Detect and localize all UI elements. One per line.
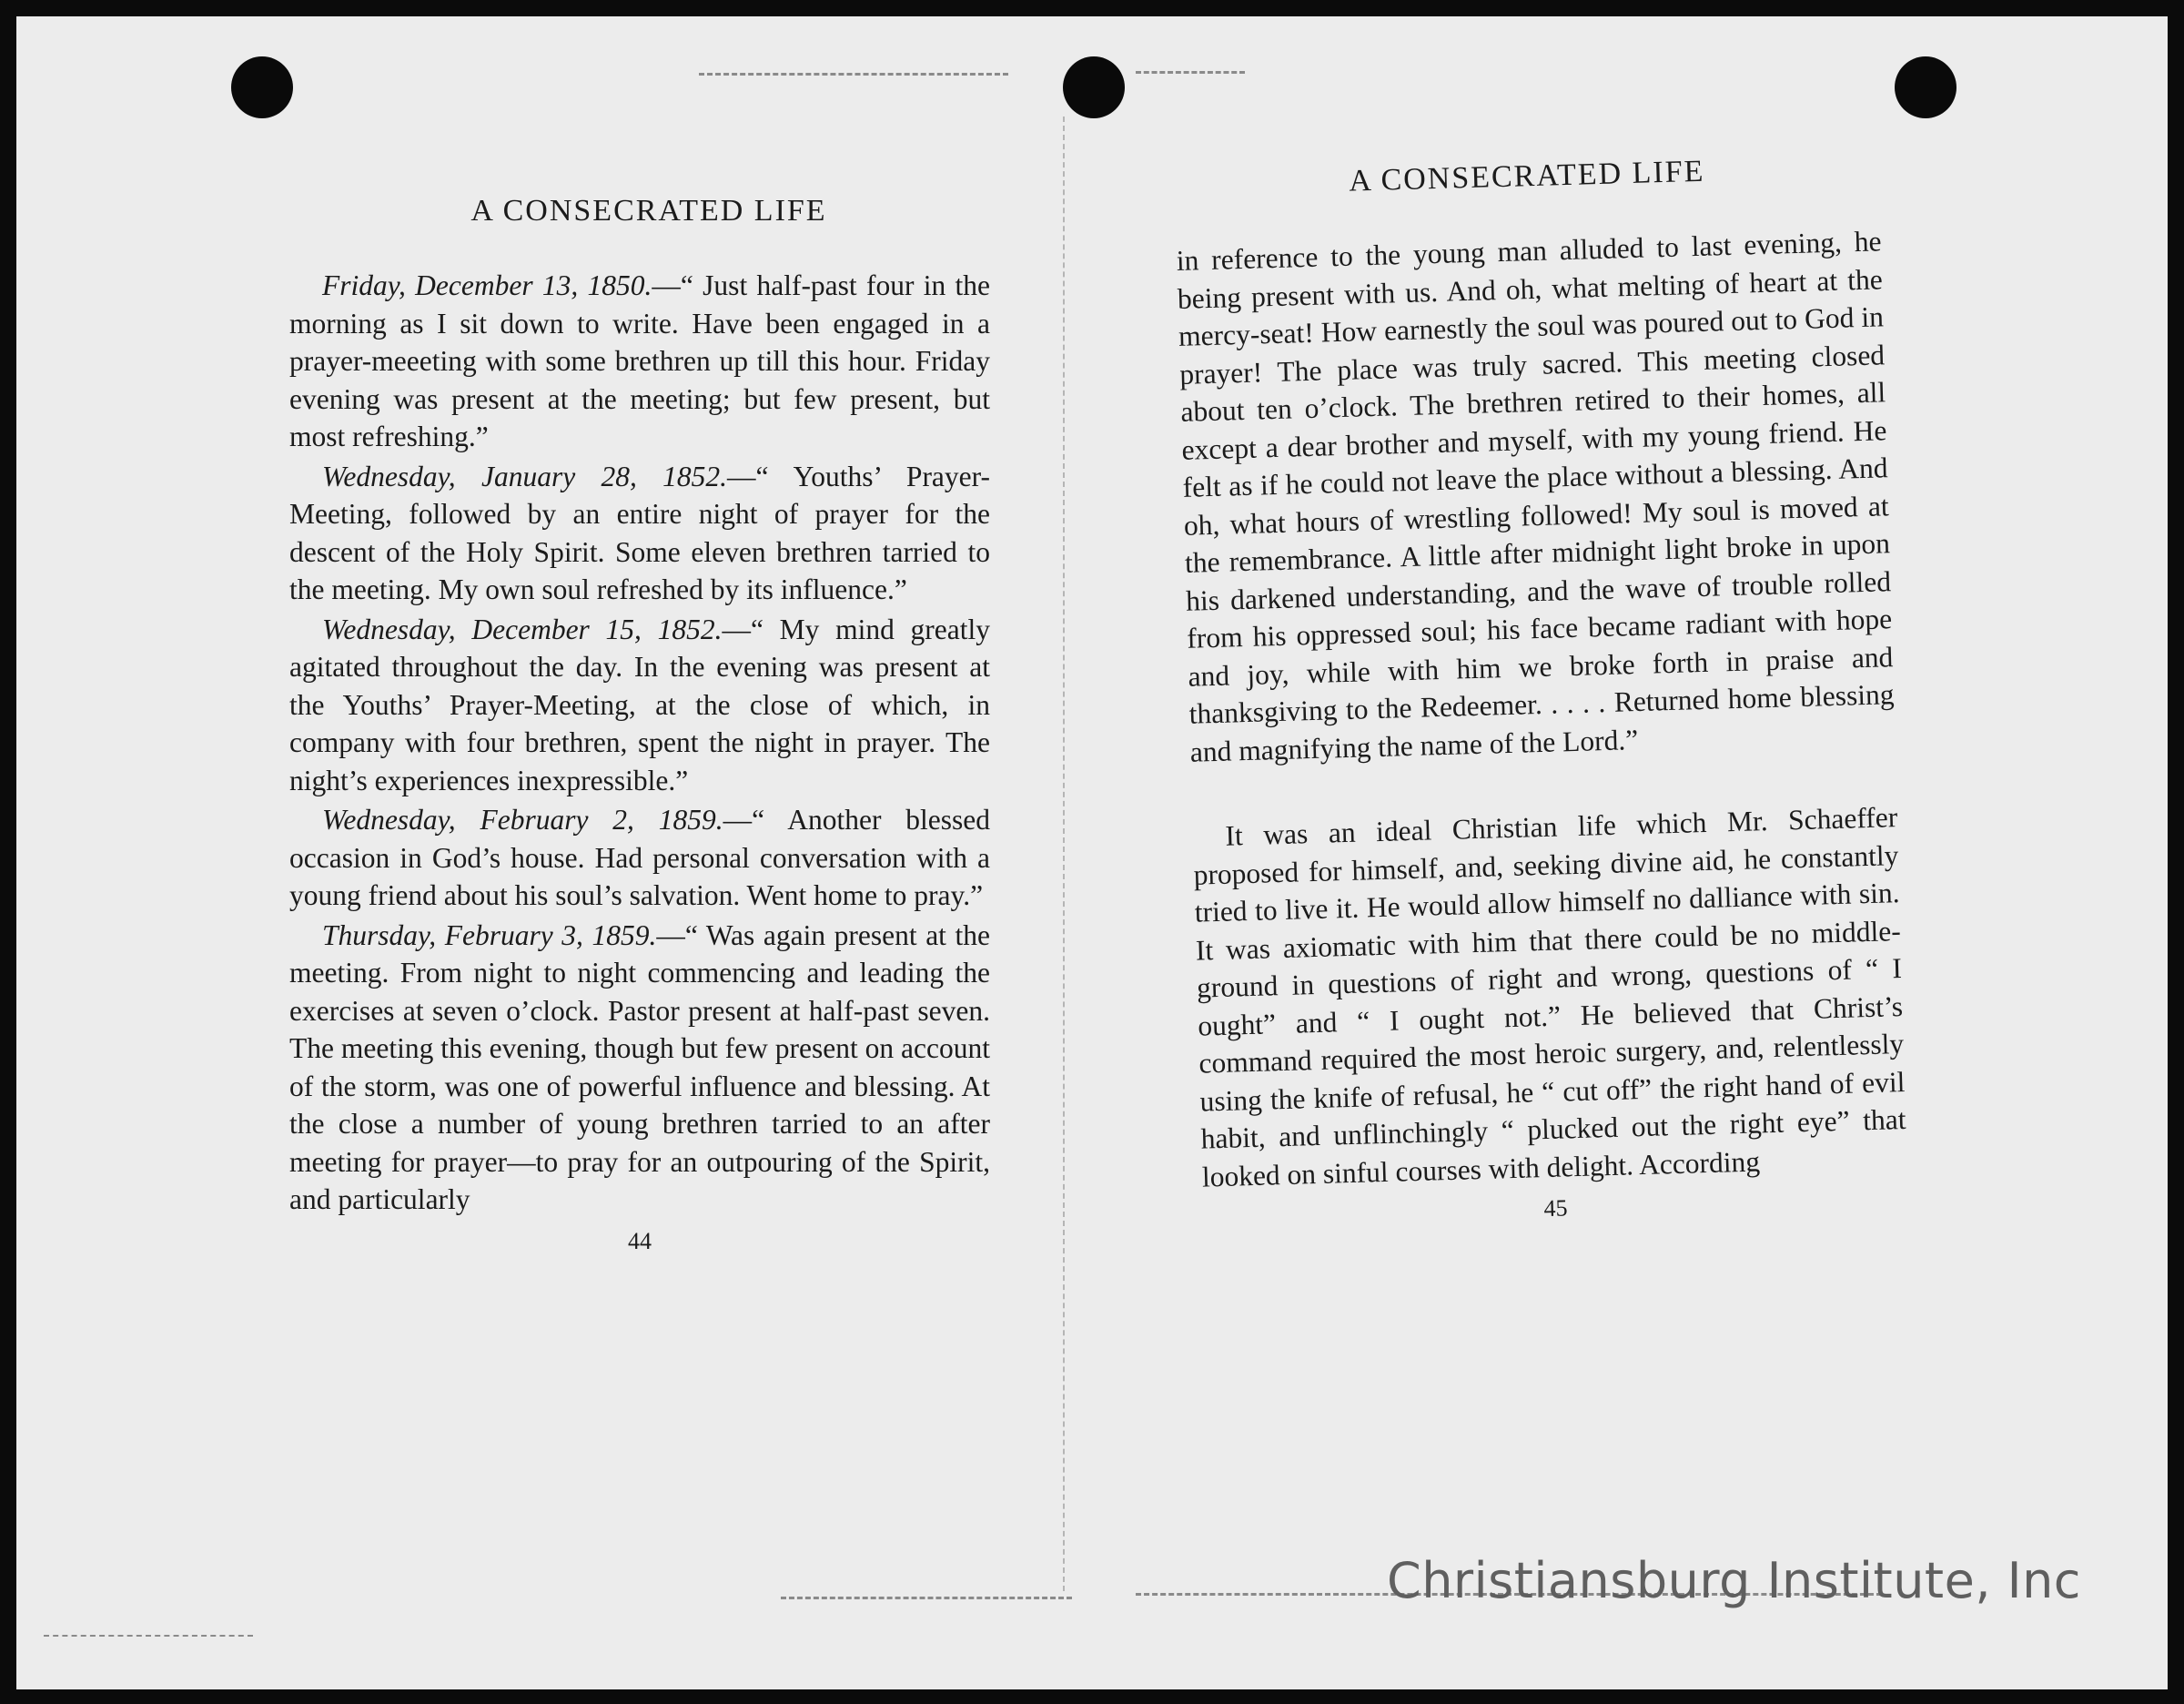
watermark: Christiansburg Institute, Inc — [1386, 1552, 2081, 1609]
page-number: 44 — [628, 1227, 652, 1254]
running-head: A CONSECRATED LIFE — [1348, 154, 1705, 198]
diary-entry — [289, 611, 990, 800]
entry-text: —“ My mind greatly agitated throughout the day. In the evening was present at the Youths’ Prayer-Meeting, at the close of which, in company with four brethren, spent the night in prayer. The night’s experiences inexpressible.” — [289, 613, 990, 796]
left-page — [289, 194, 990, 1255]
running-head: A CONSECRATED LIFE — [470, 194, 827, 228]
entry-date: Friday, December 13, 1850. — [322, 269, 652, 301]
entry-text: —“ Just half-past four in the morning as I sit down to write. Have been engaged in a prayer-meeeting with some brethren up till this hour. Friday evening was present at the meeting; but few present, but most refreshing.” — [289, 269, 990, 452]
entry-date: Wednesday, January 28, 1852. — [322, 460, 728, 492]
entry-text: —“ Was again present at the meeting. From night to night commencing and leading the exercises at seven o’clock. Pastor present at half-past seven. The meeting this evening, though but few present on account of the storm, was one of powerful influence and blessing. At the close a number of young brethren tarried to an after meeting for prayer—to pray for an outpouring of the Spirit, and particularly — [289, 918, 990, 1215]
punch-hole-left — [231, 56, 293, 118]
body-paragraph: It was an ideal Christian life which Mr. Schaeffer proposed for himself, and, seeking divine aid, he constantly tried to live it. He would allow himself no dalliance with sin. It was axiomatic with him that there could be no middle-ground in questions of right and wrong, questions of “ I ought” and “ I ought not.” He believed that Christ’s command required the most heroic surgery, and, relentlessly using the knife of refusal, he “ cut off” the right hand of evil habit, and unflinchingly “ plucked out the right eye” that looked on sinful courses with delight. According — [1193, 801, 1906, 1193]
bottom-edge-mark — [44, 1635, 253, 1637]
entry-date: Wednesday, February 2, 1859. — [322, 804, 723, 836]
entry-text: —“ Another blessed occasion in God’s house. Had personal conversation with a young friend about his soul’s salvation. Went home to pray.” — [289, 804, 990, 911]
diary-entry — [289, 917, 990, 1219]
right-page — [1174, 149, 1908, 1232]
bottom-edge-mark — [781, 1597, 1072, 1599]
continued-paragraph: in reference to the young man alluded to last evening, he being present with us. And oh, what melting of heart at the mercy-seat! How earnestly the soul was poured out to God in prayer! The place was truly sacred. This meeting closed about ten o’clock. The brethren retired to their homes, all except a dear brother and myself, with my young friend. He felt as if he could not leave the place without a blessing. And oh, what hours of wrestling followed! My soul is moved at the remembrance. A little after midnight light broke in upon his darkened understanding, and the wave of trouble rolled from his oppressed soul; his face became radiant with hope and joy, while with him we broke forth in praise and thanksgiving to the Redeemer. . . . . Returned home blessing and magnifying the name of the Lord.” — [1176, 225, 1895, 768]
page-number: 45 — [1543, 1194, 1568, 1222]
diary-entry — [289, 801, 990, 915]
scanned-sheet — [16, 16, 2168, 1689]
diary-entry — [289, 458, 990, 609]
punch-hole-center — [1063, 56, 1125, 118]
entry-date: Thursday, February 3, 1859. — [322, 918, 657, 951]
punch-hole-right — [1895, 56, 1956, 118]
top-edge-mark — [1136, 71, 1245, 74]
entry-date: Wednesday, December 15, 1852. — [322, 613, 723, 645]
page-fold-line — [1063, 117, 1065, 1591]
entry-text: —“ Youths’ Prayer-Meeting, followed by an entire night of prayer for the descent of the Holy Spirit. Some eleven brethren tarried to the meeting. My own soul refreshed by its influence.” — [289, 460, 990, 605]
top-edge-mark — [699, 73, 1008, 76]
diary-entry — [289, 267, 990, 456]
